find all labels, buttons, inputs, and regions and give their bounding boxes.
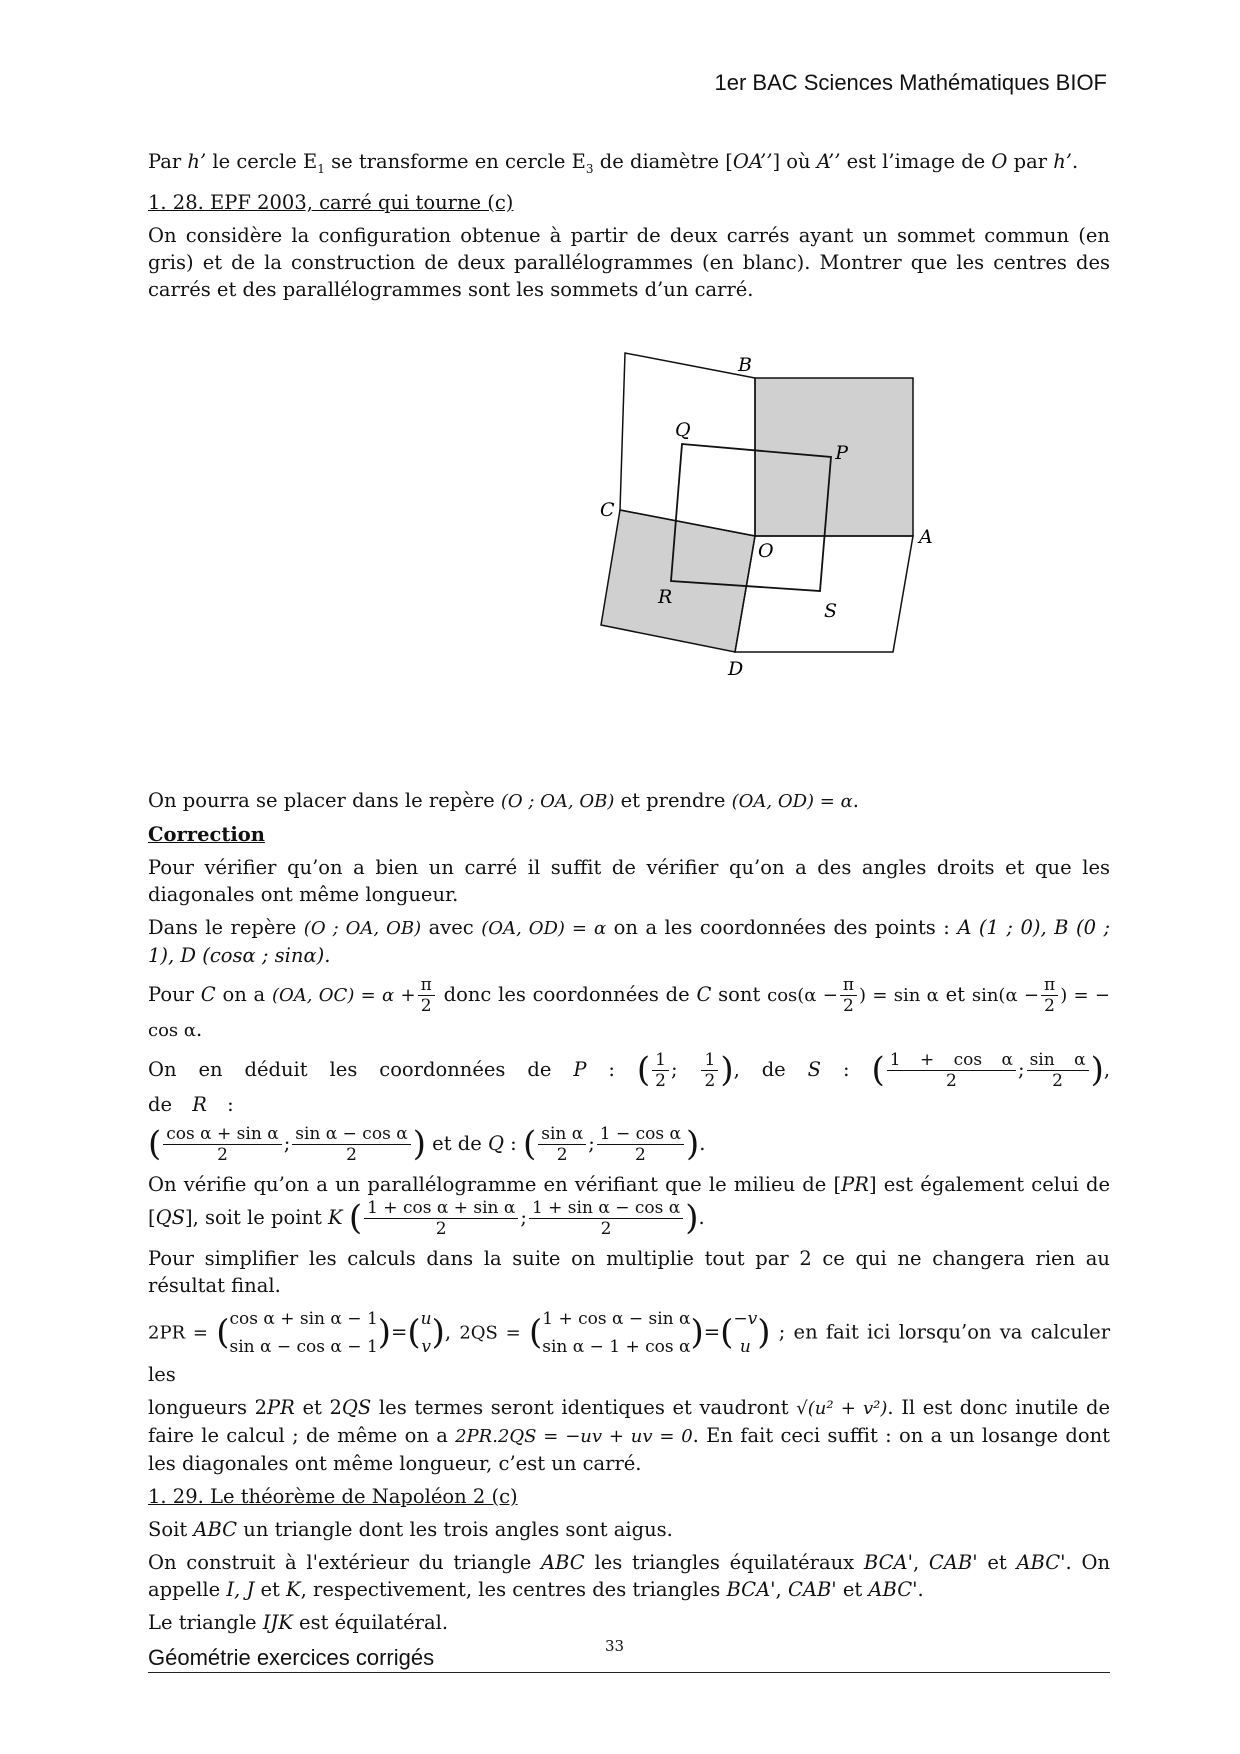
intro-paragraph: Par h’ le cercle $E_1$ se transforme en cercle $E_3$ de diamètre [OA’’] où A’’ est l’image de O par h’. [148, 150, 1079, 176]
exercise-29-title: 1. 29. Le théorème de Napoléon 2 (c) [148, 1484, 518, 1508]
hint-line: On pourra se placer dans le repère (O ; OA, OB) et prendre (OA, OD) = α. [148, 788, 859, 812]
exercise-29-para-1: Soit ABC un triangle dont les trois angles sont aigus. [148, 1517, 673, 1541]
squares-figure [148, 341, 1110, 781]
label-S: S [824, 599, 838, 622]
geometry-diagram [428, 341, 933, 741]
exercise-29-para-2: On construit à l'extérieur du triangle ABC les triangles équilatéraux BCA', CAB' et ABC'. On appelle I, J et K, respectivement, les centres des triangles BCA', CAB' et ABC'. [148, 1550, 1111, 1601]
exercise-28-title: 1. 28. EPF 2003, carré qui tourne (c) [148, 190, 514, 214]
gray-square-large [755, 378, 913, 536]
correction-title: Correction [148, 822, 265, 846]
correction-para-4: On en déduit les coordonnées de P : ( $\frac{1}{2}$ ; $\frac{1}{2}$ ), de S : ( $\frac{\text{1 + cos α}}{2}$ ; $\frac{\text{sin α}}{2}$ ), de R : [148, 1049, 1111, 1116]
page-header: 1er BAC Sciences Mathématiques BIOF [714, 70, 1107, 95]
correction-para-2: Dans le repère (O ; OA, OB) avec (OA, OD) = α on a les coordonnées des points : A (1 ; 0), B (0 ; 1), D (cosα ; sinα). [148, 915, 1111, 967]
label-P: P [835, 441, 848, 464]
label-A: A [919, 525, 933, 548]
correction-para-7: Pour simplifier les calculs dans la suite on multiplie tout par 2 ce qui ne changera rien au résultat final. [148, 1246, 1110, 1297]
correction-para-8: 2PR = ( cos α + sin α − 1 sin α − cos α − 1 )=( u v ), 2QS = ( 1 + cos α − sin α sin α − 1 + cos α )=( −v u ) ; en fait ici lorsqu’on va calculer les [148, 1308, 1111, 1386]
correction-para-3: Pour C on a (OA, OC) = α + $\frac{\pi}{2}$ donc les coordonnées de C sont cos(α − $\frac{\pi}{2}$ ) = sin α et sin(α − $\frac{\pi}{2}$ ) = − cos α. [148, 974, 1111, 1041]
exercise-28-statement: On considère la configuration obtenue à partir de deux carrés ayant un sommet commun (en gris) et de la construction de deux parallélogrammes (en blanc). Montrer que les centres des carrés et des parallélogrammes sont les sommets d’un carré. [148, 223, 1110, 301]
exercise-29-para-3: Le triangle IJK est équilatéral. [148, 1610, 449, 1634]
correction-para-6: On vérifie qu’on a un parallélogramme en vérifiant que le milieu de [PR] est également celui de [QS], soit le point K ( $\frac{\text{1 + cos α + sin α}}{2}$ ; $\frac{\text{1 + sin α − cos α}}{2}$ ). [148, 1172, 1110, 1239]
label-D: D [728, 657, 744, 680]
page-body [148, 148, 1110, 1642]
label-B: B [738, 353, 752, 376]
footer-rule [148, 1672, 1110, 1673]
correction-para-5: ( $\frac{\text{cos α + sin α}}{2}$ ; $\frac{\text{sin α − cos α}}{2}$ ) et de Q : ( $\frac{\text{sin α}}{2}$ ; $\frac{\text{1 − cos α}}{2}$ ). [148, 1123, 706, 1165]
label-O: O [758, 539, 774, 562]
correction-para-1: Pour vérifier qu’on a bien un carré il suffit de vérifier qu’on a des angles droits et que les diagonales ont même longueur. [148, 855, 1110, 906]
page-number: 33 [605, 1637, 625, 1655]
correction-para-9: longueurs 2PR et 2QS les termes seront identiques et vaudront √(u² + v²). Il est donc inutile de faire le calcul ; de même on a 2PR.2QS = −uv + uv = 0. En fait ceci suffit : on a un losange dont les diagonales ont même longueur, c’est un carré. [148, 1395, 1110, 1475]
label-C: C [600, 498, 615, 521]
page-footer: Géométrie exercices corrigés [148, 1645, 435, 1670]
label-R: R [658, 585, 673, 608]
label-Q: Q [675, 418, 691, 441]
